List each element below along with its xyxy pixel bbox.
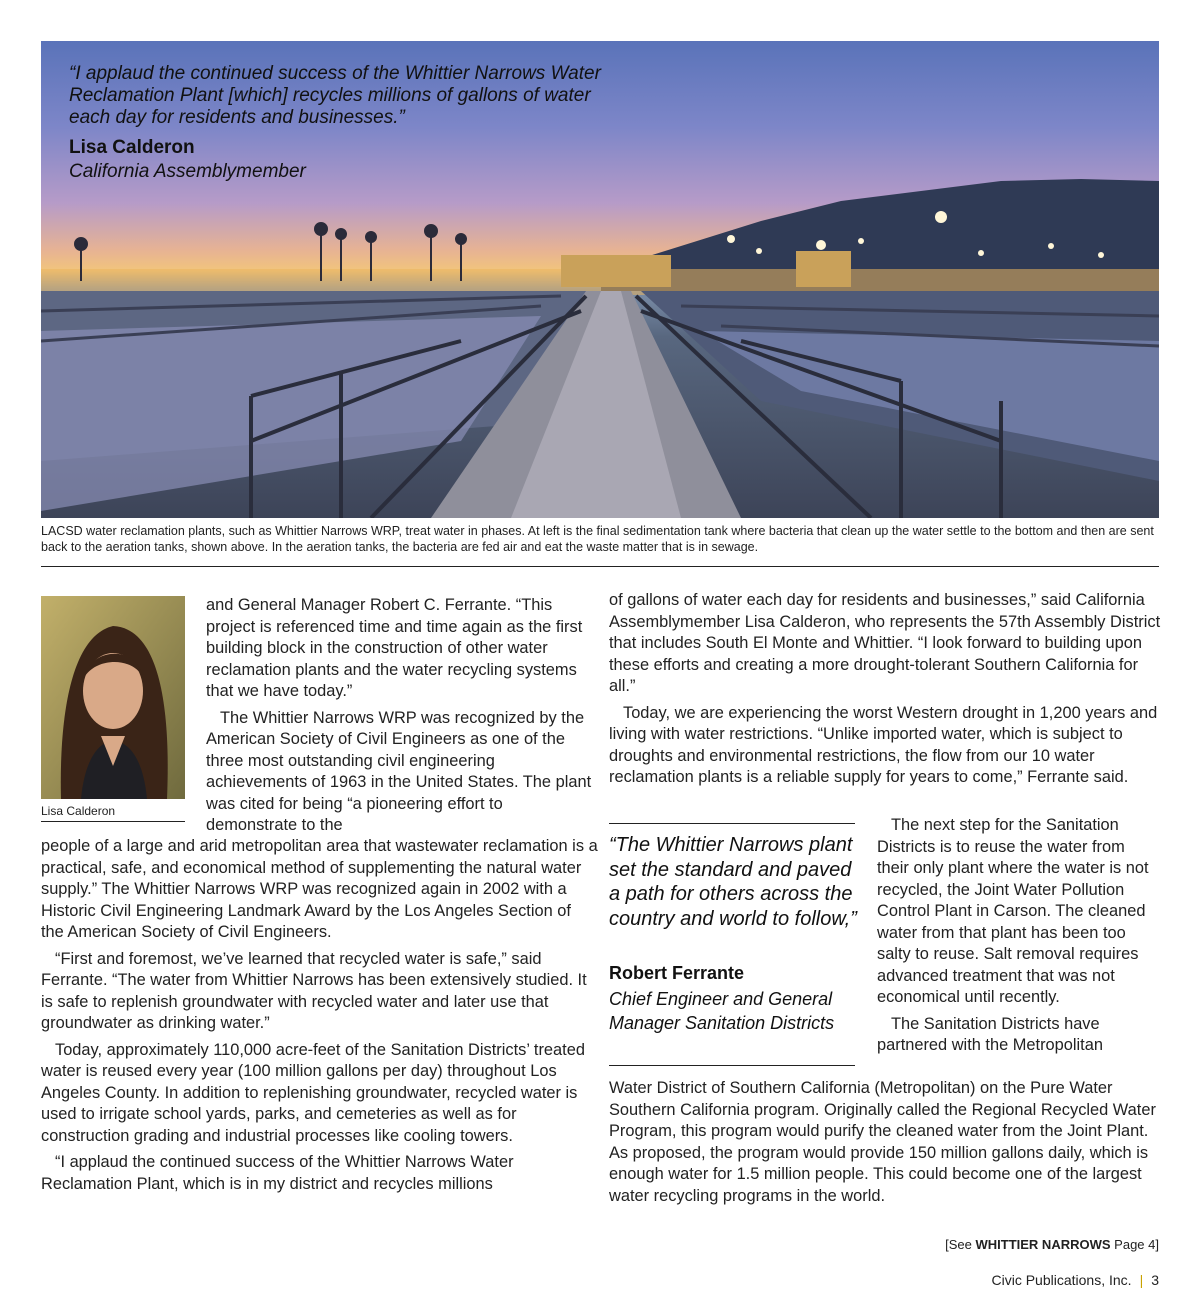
column-2-top (609, 590, 1161, 789)
paragraph: Today, we are experiencing the worst Western drought in 1,200 years and living with water restrictions. “Unlike imported water, which is subject to droughts and environmental restrictions, the flow from our 10 water reclamation plants is a reliable supply for years to come,” Ferrante said. (609, 703, 1158, 786)
see-section: WHITTIER NARROWS (975, 1237, 1111, 1252)
page-number: 3 (1151, 1272, 1159, 1288)
paragraph: of gallons of water each day for residents and businesses,” said California Assemblymember Lisa Calderon, who represents the 57th Assembly District that includes South El Monte and Whittier. “I look forward to building upon these efforts and creating a more drought-tolerant Southern California for all.” (609, 591, 1161, 695)
pull-quote-top-rule (609, 823, 855, 824)
column-2-side (877, 815, 1159, 1057)
pull-quote-role: Chief Engineer and General Manager Sanitation Districts (609, 989, 835, 1033)
page-footer (992, 1272, 1160, 1288)
paragraph: and General Manager Robert C. Ferrante. “This project is referenced time and time again as the first building block in the construction of other water reclamation plants and the water recycling systems that we have today.” (206, 596, 583, 700)
paragraph: The Whittier Narrows WRP was recognized by the American Society of Civil Engineers as one of the three most outstanding civil engineering achievements of 1963 in the United States. The plant was cited for being “a pioneering effort to demonstrate to the (206, 708, 592, 834)
hero-quote-name: Lisa Calderon (69, 137, 195, 158)
pull-quote: “The Whittier Narrows plant set the standard and paved a path for others across the country and world to follow,” (609, 834, 857, 930)
column-1-bottom (41, 836, 598, 1195)
hero-quote: “I applaud the continued success of the Whittier Narrows Water Reclamation Plant [which] recycles millions of gallons of water each day for residents and businesses.” (69, 63, 601, 128)
paragraph: Water District of Southern California (Metropolitan) on the Pure Water Southern California program. Originally called the Regional Recycled Water Program, this program would purify the cleaned water from the Joint Plant. As proposed, the program would provide 150 million gallons daily, which is enough water for 1.5 million people. This could become one of the largest water recycling programs in the world. (609, 1079, 1156, 1205)
paragraph: Today, approximately 110,000 acre-feet of the Sanitation Districts’ treated water is reused every year (100 million gallons per day) throughout Los Angeles County. In addition to replenishing groundwater, recycled water is used to irrigate school yards, parks, and cemeteries as well as for construction grading and industrial processes like cooling towers. (41, 1040, 585, 1145)
footer-separator: | (1139, 1272, 1144, 1288)
pull-quote-name: Robert Ferrante (609, 963, 745, 983)
pull-quote-bottom-rule (609, 1065, 855, 1066)
publisher-name: Civic Publications, Inc. (991, 1272, 1132, 1288)
continued-reference[interactable] (945, 1237, 1159, 1252)
column-1-top (206, 595, 598, 837)
see-page: Page 4] (1114, 1237, 1159, 1252)
paragraph: The next step for the Sanitation Districts is to reuse the water from their only plant where the water is not recycled, the Joint Water Pollution Control Plant in Carson. The cleaned water from that plant has been too salty to reuse. Salt removal requires advanced treatment that was not economical until recently. (877, 816, 1149, 1006)
portrait-caption-rule (41, 821, 185, 822)
portrait-illustration (41, 596, 185, 799)
see-prefix: [See (945, 1237, 972, 1252)
divider-rule (41, 566, 1159, 567)
paragraph: people of a large and arid metropolitan area that wastewater reclamation is a practical, safe, and economical method of supplementing the natural water supply.” The Whittier Narrows WRP was recognized again in 2002 with a Historic Civil Engineering Landmark Award by the Los Angeles Section of the American Society of Civil Engineers. (41, 837, 598, 941)
portrait-photo (41, 596, 185, 799)
portrait-caption: Lisa Calderon (41, 804, 116, 818)
column-2-bottom (609, 1078, 1161, 1207)
paragraph: The Sanitation Districts have partnered with the Metropolitan (877, 1014, 1103, 1054)
hero-photo (41, 41, 1159, 518)
paragraph: “First and foremost, we’ve learned that recycled water is safe,” said Ferrante. “The water from Whittier Narrows has been extensively studied. It is safe to replenish groundwater with recycled water and later use that groundwater as drinking water.” (41, 949, 587, 1032)
hero-quote-title: California Assemblymember (69, 161, 306, 182)
photo-caption: LACSD water reclamation plants, such as Whittier Narrows WRP, treat water in phases. At left is the final sedimentation tank where bacteria that clean up the water settle to the bottom and then are sent back to the aeration tanks, shown above. In the aeration tanks, the bacteria are fed air and eat the waste matter that is in sewage. (41, 524, 1154, 554)
paragraph: “I applaud the continued success of the Whittier Narrows Water Reclamation Plant, which is in my district and recycles millions (41, 1153, 514, 1193)
